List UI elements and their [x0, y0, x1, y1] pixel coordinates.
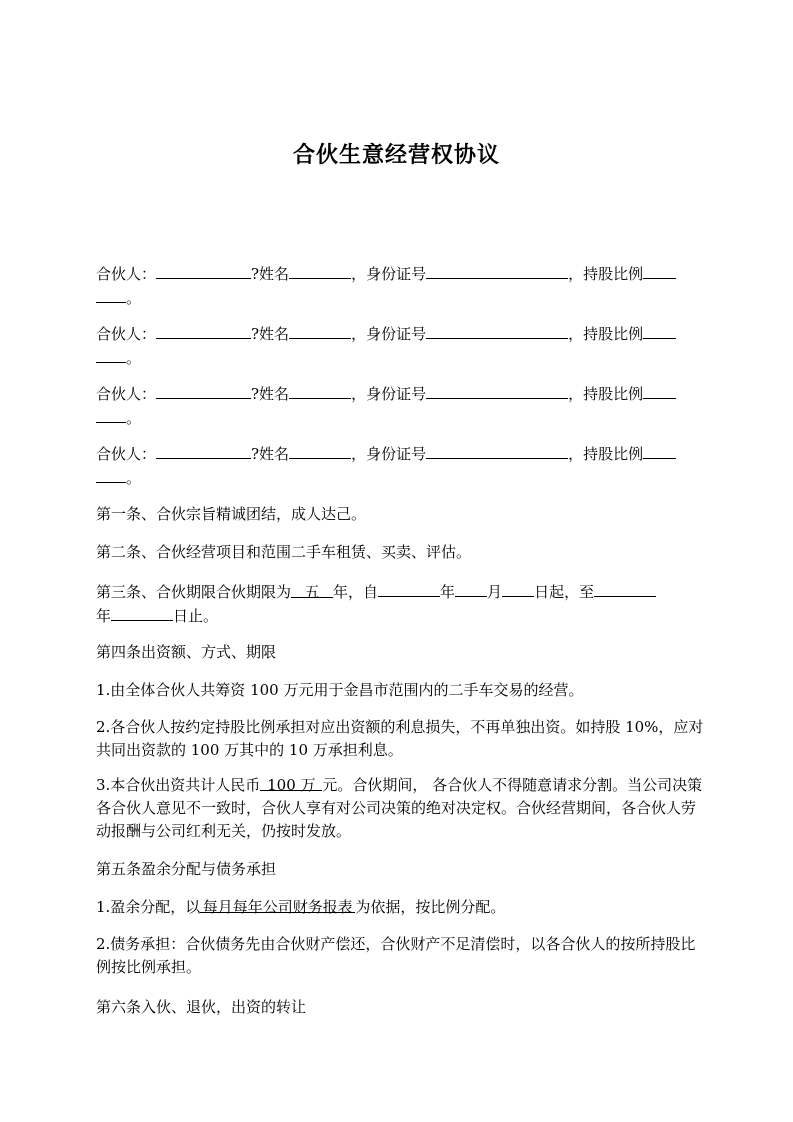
- partner-line-2: 合伙人： ?姓名 ，身份证号 ，持股比例 。: [96, 322, 706, 370]
- distribution-basis: 每月每年公司财务报表: [200, 896, 355, 913]
- article-3: 第三条、合伙期限合伙期限为 五 年，自 年 月 日起，至 年 日止。: [96, 580, 706, 628]
- article-4-clause-3: 3.本合伙出资共计人民币 100 万 元。合伙期间， 各合伙人不得随意请求分割。当公司决策各合伙人意见不一致时，合伙人享有对公司决策的绝对决定权。合伙经营期间，各合伙人劳动报酬与公司红利无关，仍按时发放。: [96, 776, 703, 840]
- capital-amount: 100 万: [260, 774, 322, 791]
- article-5-clause-2: 2.债务承担：合伙债务先由合伙财产偿还，合伙财产不足清偿时，以各合伙人的按所持股比例按比例承担。: [96, 935, 696, 976]
- article-1: 第一条、合伙宗旨精诚团结，成人达己。: [96, 505, 367, 523]
- article-4-heading: 第四条出资额、方式、期限: [96, 643, 277, 661]
- article-5-clause-1: 1.盈余分配，以 每月每年公司财务报表 为依据，按比例分配。: [96, 898, 506, 916]
- partner-line-3: 合伙人： ?姓名 ，身份证号 ，持股比例 。: [96, 382, 706, 430]
- article-4-clause-1: 1.由全体合伙人共筹资 100 万元用于金昌市范围内的二手车交易的经营。: [96, 681, 584, 699]
- article-4-clause-2: 2.各合伙人按约定持股比例承担对应出资额的利息损失，不再单独出资。如持股 10%，应对共同出资款的 100 万其中的 10 万承担利息。: [96, 718, 704, 759]
- article-2: 第二条、合伙经营项目和范围二手车租赁、买卖、评估。: [96, 543, 472, 561]
- article-5-heading: 第五条盈余分配与债务承担: [96, 860, 277, 878]
- partner-line-4: 合伙人： ?姓名 ，身份证号 ，持股比例 。: [96, 442, 706, 490]
- partner-line-1: 合伙人： ?姓名 ，身份证号 ，持股比例 。: [96, 262, 706, 310]
- document-title: 合伙生意经营权协议: [292, 143, 500, 168]
- article-6-heading: 第六条入伙、退伙，出资的转让: [96, 998, 307, 1016]
- term-years: 五: [291, 581, 333, 598]
